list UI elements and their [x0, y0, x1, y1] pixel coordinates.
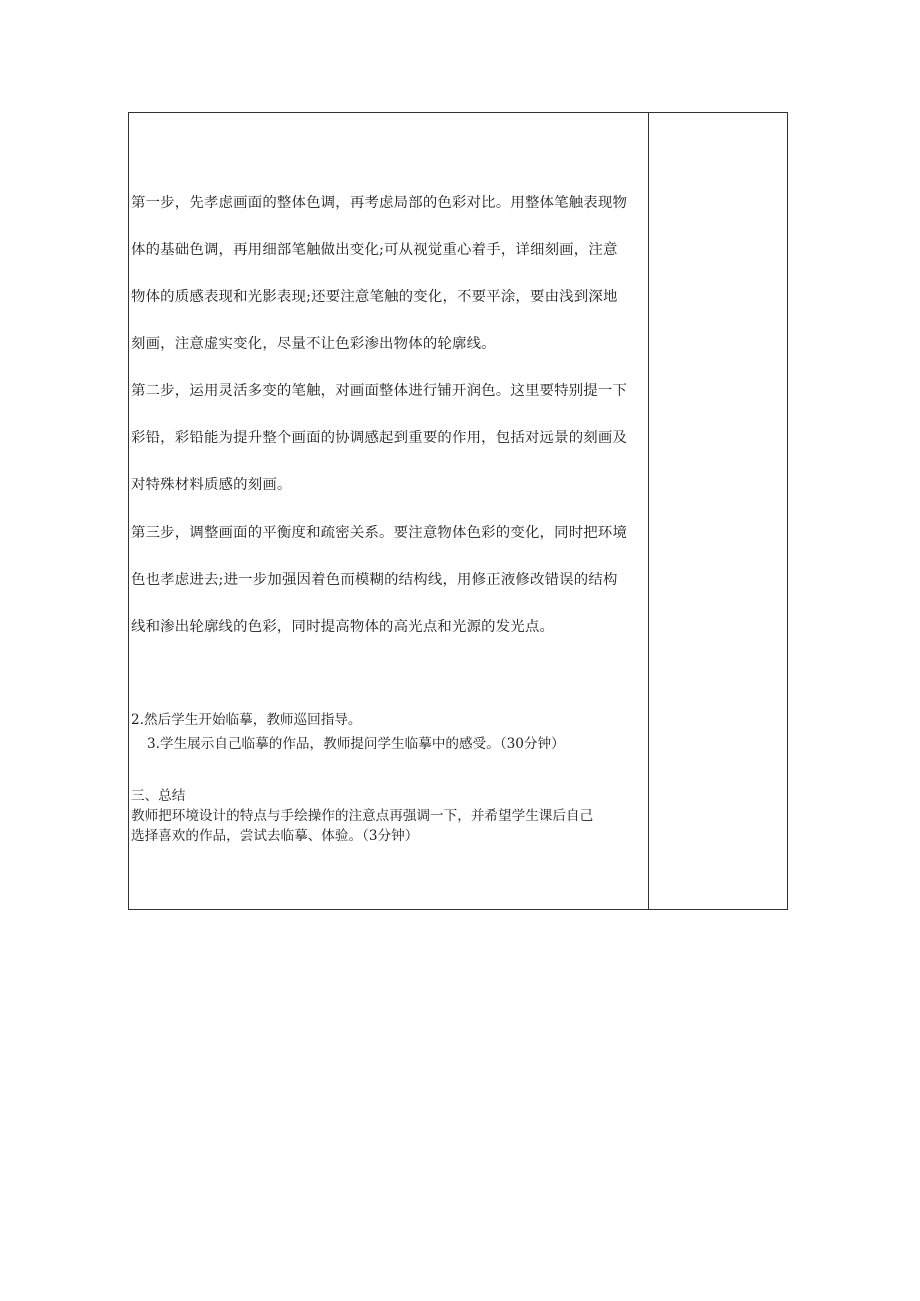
summary-heading: 三、总结 [131, 788, 186, 804]
step3-line-2: 色也孝虑进去;进一步加强因着色而模糊的结构线，用修正液修改错误的结构 [131, 572, 618, 588]
lesson-table [128, 112, 788, 910]
step1-line-1: 第一步，先孝虑画面的整体色调，再考虑局部的色彩对比。用整体笔触表现物 [131, 195, 628, 211]
step2-line-1: 第二步，运用灵活多变的笔触，对画面整体进行铺开润色。这里要特别提一下 [131, 383, 628, 399]
step3-line-3: 线和渗出轮廓线的色彩，同时提高物体的高光点和光源的发光点。 [131, 619, 555, 635]
step2-line-3: 对特殊材料质感的刻画。 [131, 477, 292, 493]
step1-line-3: 物体的质感表现和光影表现;还要注意笔触的变化，不要平涂，要由浅到深地 [131, 289, 618, 305]
summary-line-1: 教师把环境设计的特点与手绘操作的注意点再强调一下，并希望学生课后自己 [131, 808, 594, 824]
step1-line-2: 体的基础色调，再用细部笔触做出变化;可从视觉重心着手，详细刻画，注意 [131, 242, 618, 258]
item-2: 2.然后学生开始临摹，教师巡回指导。 [131, 712, 362, 728]
lesson-content-cell [129, 113, 648, 909]
step1-line-4: 刻画，注意虚实变化，尽量不让色彩渗出物体的轮廓线。 [131, 336, 496, 352]
item-3: 3.学生展示自己临摹的作品，教师提问学生临摹中的感受。（30分钟） [147, 736, 565, 752]
step3-line-1: 第三步，调整画面的平衡度和疏密关系。要注意物体色彩的变化，同时把环境 [131, 525, 628, 541]
step2-line-2: 彩铅，彩铅能为提升整个画面的协调感起到重要的作用，包括对远景的刻画及 [131, 430, 628, 446]
notes-cell [649, 113, 787, 909]
summary-line-2: 选择喜欢的作品，尝试去临摹、体验。（3分钟） [131, 828, 419, 844]
